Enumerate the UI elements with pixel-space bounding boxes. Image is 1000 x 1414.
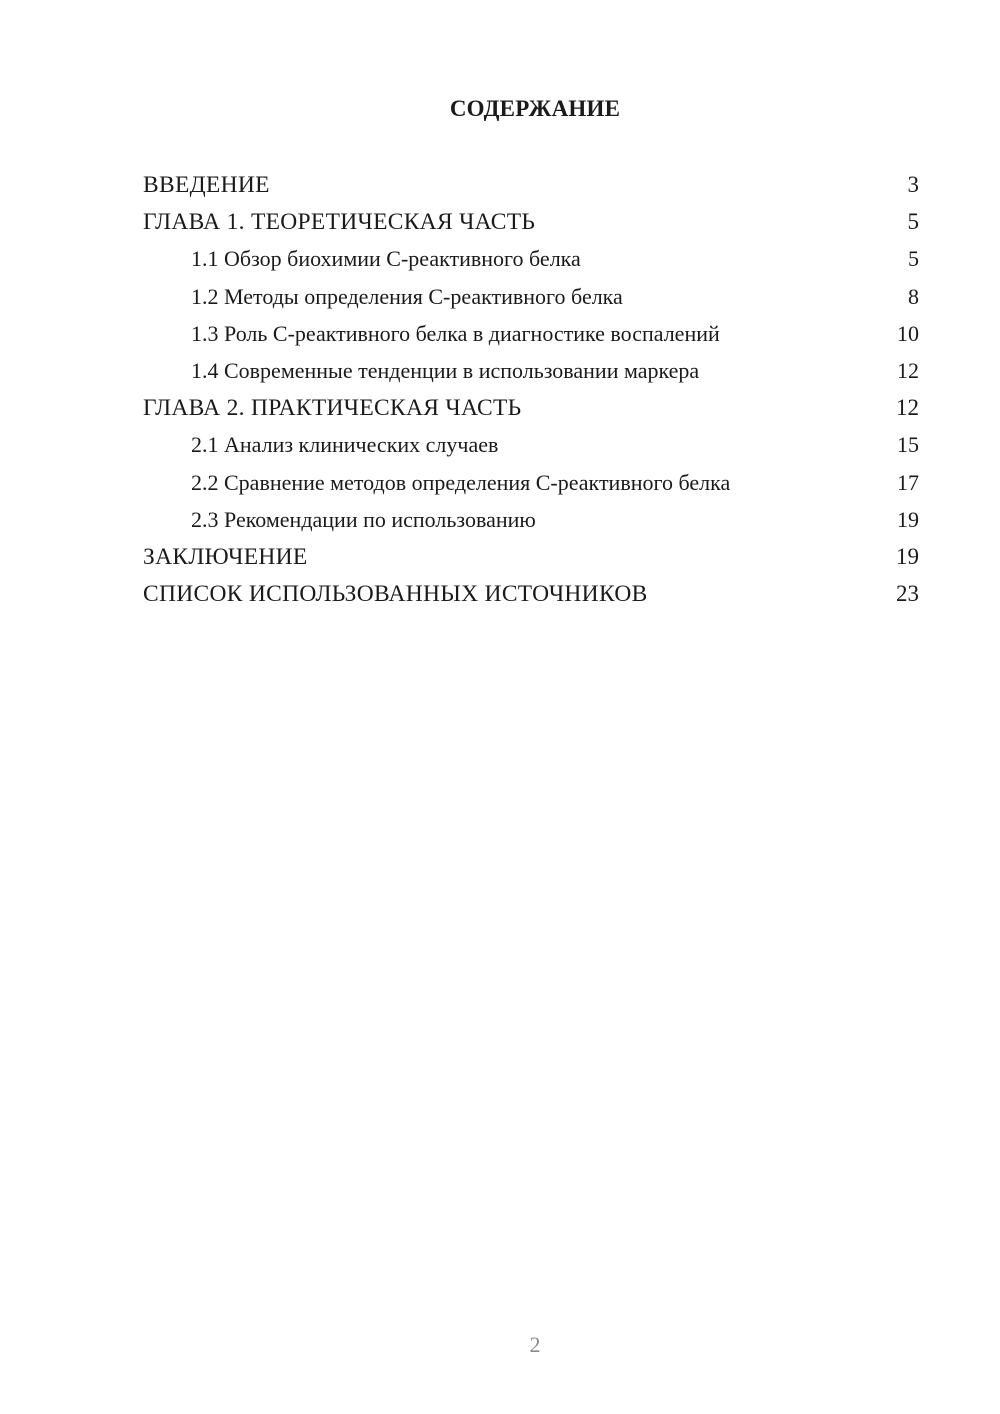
toc-entry-label: ГЛАВА 2. ПРАКТИЧЕСКАЯ ЧАСТЬ: [143, 395, 522, 422]
toc-entry-label: 2.1 Анализ клинических случаев: [191, 432, 499, 458]
table-of-contents: [143, 166, 919, 612]
toc-entry-page: 10: [897, 320, 919, 346]
toc-entry-section-2-3[interactable]: [143, 501, 919, 538]
page-number: 2: [529, 1332, 541, 1357]
toc-entry-label: 2.2 Сравнение методов определения С-реактивного белка: [191, 469, 731, 495]
toc-entry-label: 1.1 Обзор биохимии С-реактивного белка: [191, 246, 581, 272]
toc-entry-label: ЗАКЛЮЧЕНИЕ: [143, 543, 308, 570]
toc-entry-page: 19: [896, 543, 919, 569]
toc-entry-conclusion[interactable]: [143, 538, 919, 575]
toc-entry-page: 8: [908, 283, 919, 309]
toc-entry-section-1-1[interactable]: [143, 240, 919, 277]
toc-entry-page: 12: [896, 395, 919, 421]
toc-entry-page: 15: [897, 432, 919, 458]
toc-entry-page: 19: [897, 506, 919, 532]
toc-entry-page: 12: [897, 357, 919, 383]
toc-entry-references[interactable]: [143, 575, 919, 612]
toc-entry-label: ВВЕДЕНИЕ: [143, 172, 270, 198]
toc-entry-section-2-1[interactable]: [143, 426, 919, 463]
toc-entry-page: 3: [907, 172, 919, 197]
toc-entry-chapter-1[interactable]: [143, 203, 919, 240]
toc-entry-section-2-2[interactable]: [143, 464, 919, 501]
toc-entry-introduction[interactable]: [143, 166, 919, 203]
toc-entry-page: 5: [908, 246, 919, 272]
toc-entry-page: 23: [896, 581, 919, 607]
toc-entry-label: 1.2 Методы определения С-реактивного белка: [191, 283, 623, 309]
toc-entry-section-1-3[interactable]: [143, 315, 919, 352]
toc-entry-label: 1.4 Современные тенденции в использовании маркера: [191, 357, 700, 383]
toc-entry-label: СПИСОК ИСПОЛЬЗОВАННЫХ ИСТОЧНИКОВ: [143, 581, 648, 608]
toc-entry-section-1-2[interactable]: [143, 278, 919, 315]
page-title: СОДЕРЖАНИЕ: [449, 96, 621, 121]
toc-entry-label: ГЛАВА 1. ТЕОРЕТИЧЕСКАЯ ЧАСТЬ: [143, 209, 536, 236]
toc-entry-page: 17: [897, 469, 919, 495]
toc-entry-label: 2.3 Рекомендации по использованию: [191, 506, 536, 532]
toc-entry-page: 5: [907, 209, 919, 235]
toc-entry-section-1-4[interactable]: [143, 352, 919, 389]
toc-entry-chapter-2[interactable]: [143, 389, 919, 426]
toc-entry-label: 1.3 Роль С-реактивного белка в диагностике воспалений: [191, 320, 720, 346]
